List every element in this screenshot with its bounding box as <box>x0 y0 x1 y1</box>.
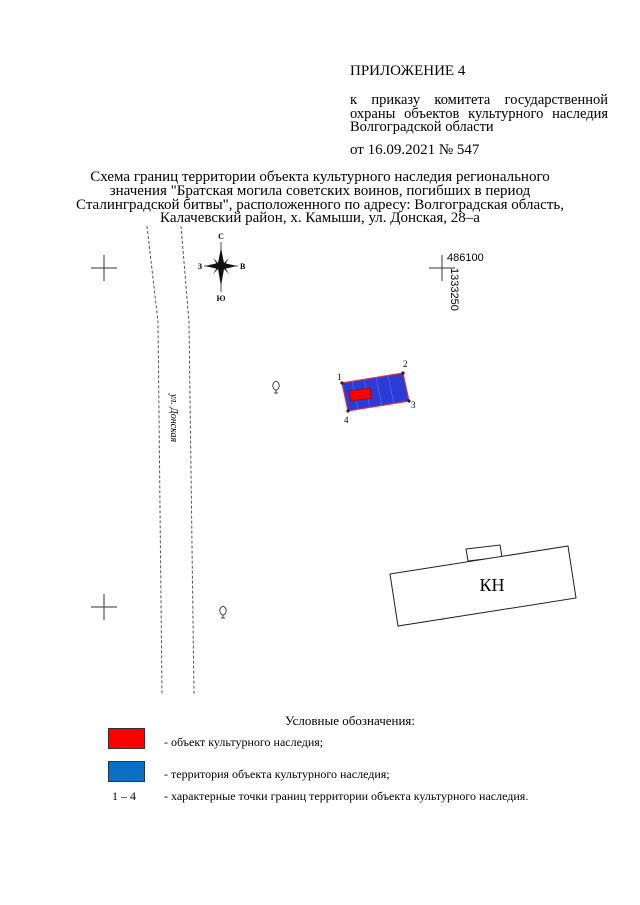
point-label-1: 1 <box>337 372 342 382</box>
scheme-title-line-3: Сталинградской битвы", расположенного по адресу: Волгоградская область, <box>76 197 564 213</box>
point-label-3: 3 <box>411 400 416 410</box>
street-label: ул. Донская <box>168 393 179 443</box>
legend-item-object: - объект культурного наследия; <box>164 735 324 749</box>
grid-coordinate-x: 486100 <box>447 252 484 264</box>
tree-icon <box>220 606 226 618</box>
point-label-4: 4 <box>344 415 349 425</box>
boundary-point-4 <box>346 409 349 412</box>
tree-icon <box>273 381 279 393</box>
compass-north: С <box>218 232 224 241</box>
point-label-2: 2 <box>403 359 408 369</box>
grid-coordinate-y: 1333250 <box>448 268 460 311</box>
appendix-title: ПРИЛОЖЕНИЕ 4 <box>350 63 466 79</box>
order-reference-line-1: к приказу комитета государственной <box>350 92 608 108</box>
grid-cross <box>91 594 117 620</box>
legend-item-points: - характерные точки границ территории объекта культурного наследия. <box>164 789 529 803</box>
order-reference-line-2: охраны объектов культурного наследия <box>350 106 608 122</box>
legend-points-range: 1 – 4 <box>112 789 136 803</box>
compass-star <box>205 248 237 286</box>
legend-item-territory: - территория объекта культурного наследия; <box>164 767 390 781</box>
tree-icons <box>220 381 279 618</box>
building-label: КН <box>479 575 505 595</box>
scheme-title-line-1: Схема границ территории объекта культурного наследия регионального <box>90 169 550 185</box>
compass-south: Ю <box>216 294 226 303</box>
boundary-point-2 <box>401 371 404 374</box>
legend-swatch-object <box>108 728 145 749</box>
legend-swatch-territory <box>108 761 145 782</box>
compass-west: З <box>197 262 202 271</box>
order-date: от 16.09.2021 № 547 <box>350 142 480 158</box>
grid-cross <box>91 255 117 281</box>
street-edges <box>147 226 194 694</box>
grid-crosses <box>91 255 455 620</box>
order-reference-line-3: Волгоградской области <box>350 119 494 135</box>
compass-rose <box>198 232 246 303</box>
scheme-title-line-4: Калачевский район, х. Камыши, ул. Донская, 28–а <box>160 210 480 226</box>
scheme-title-line-2: значения "Братская могила советских воинов, погибших в период <box>109 183 531 199</box>
compass-east: В <box>240 262 246 271</box>
street-edge-left <box>147 226 162 694</box>
street-edge-right <box>181 226 194 694</box>
legend-heading: Условные обозначения: <box>285 713 416 728</box>
